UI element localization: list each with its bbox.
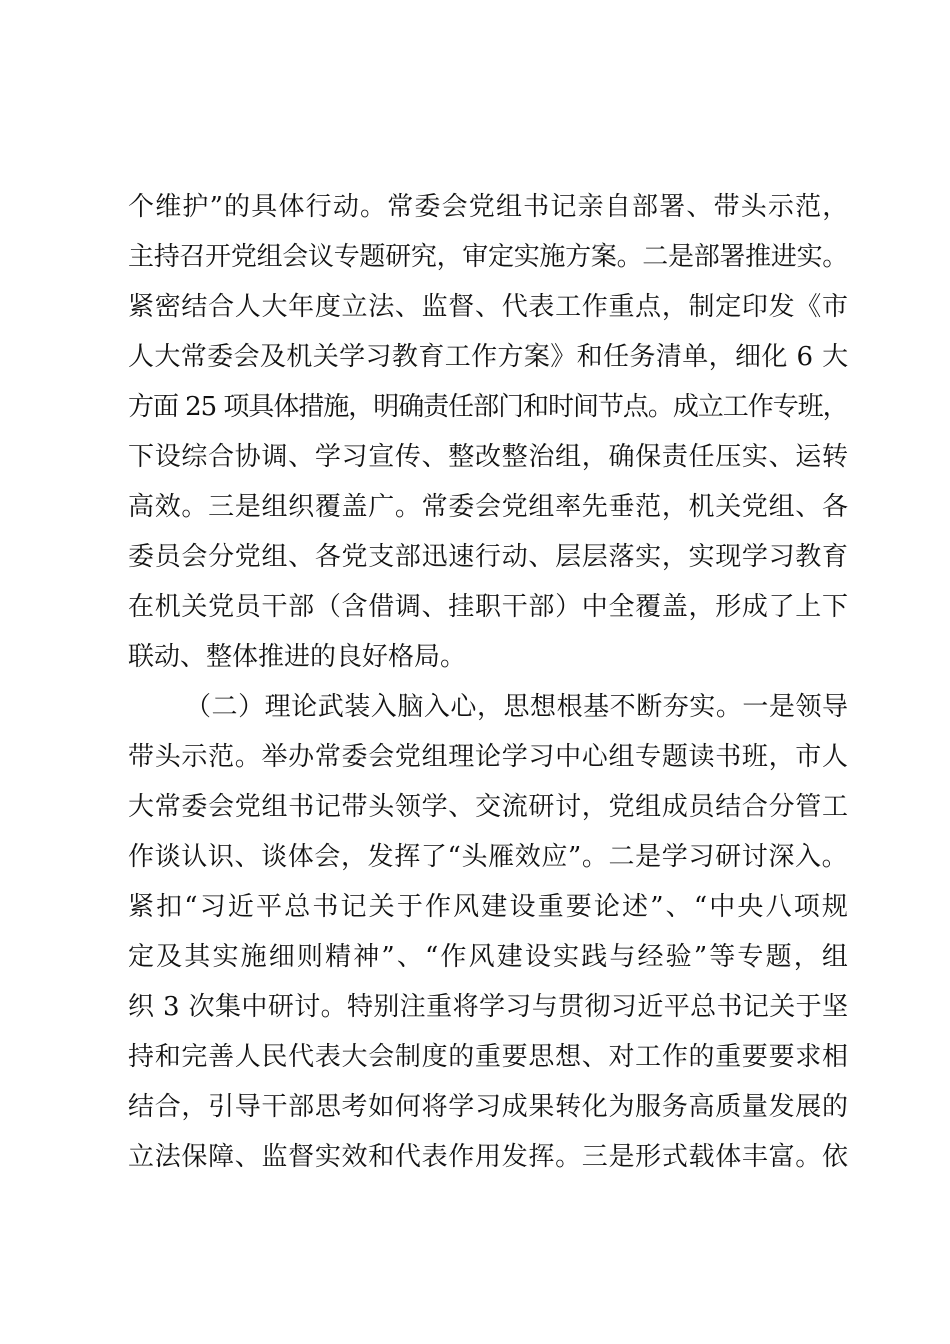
text-line: 带头示范。举办常委会党组理论学习中心组专题读书班，市人 [128, 742, 849, 772]
text-line: 主持召开党组会议专题研究，审定实施方案。二是部署推进实。 [128, 242, 849, 272]
text-line: 人大常委会及机关学习教育工作方案》和任务清单，细化 6 大 [128, 342, 849, 372]
text-line: 定及其实施细则精神”、“作风建设实践与经验”等专题，组 [128, 942, 851, 972]
text-line: 高效。三是组织覆盖广。常委会党组率先垂范，机关党组、各 [128, 492, 849, 522]
text-line: 紧密结合人大年度立法、监督、代表工作重点，制定印发《市 [128, 292, 849, 322]
text-line: 结合，引导干部思考如何将学习成果转化为服务高质量发展的 [128, 1092, 849, 1122]
text-line: 持和完善人民代表大会制度的重要思想、对工作的重要要求相 [128, 1042, 849, 1072]
text-line: 下设综合协调、学习宣传、整改整治组，确保责任压实、运转 [128, 442, 849, 472]
text-line: 个维护”的具体行动。常委会党组书记亲自部署、带头示范， [128, 192, 850, 222]
text-line: 方面 25 项具体措施，明确责任部门和时间节点。成立工作专班， [128, 392, 848, 422]
text-line: 大常委会党组书记带头领学、交流研讨，党组成员结合分管工 [128, 792, 849, 822]
text-line: 联动、整体推进的良好格局。 [128, 642, 467, 672]
text-line: 作谈认识、谈体会，发挥了“头雁效应”。二是学习研讨深入。 [128, 842, 849, 872]
section-heading-line: （二）理论武装入脑入心，思想根基不断夯实。一是领导 [185, 692, 849, 722]
text-line: 紧扣“习近平总书记关于作风建设重要论述”、“中央八项规 [128, 892, 851, 922]
text-line: 在机关党员干部（含借调、挂职干部）中全覆盖，形成了上下 [128, 592, 849, 622]
text-line: 委员会分党组、各党支部迅速行动、层层落实，实现学习教育 [128, 542, 849, 572]
text-line: 立法保障、监督实效和代表作用发挥。三是形式载体丰富。依 [128, 1142, 849, 1172]
text-line: 织 3 次集中研讨。特别注重将学习与贯彻习近平总书记关于坚 [128, 992, 849, 1022]
